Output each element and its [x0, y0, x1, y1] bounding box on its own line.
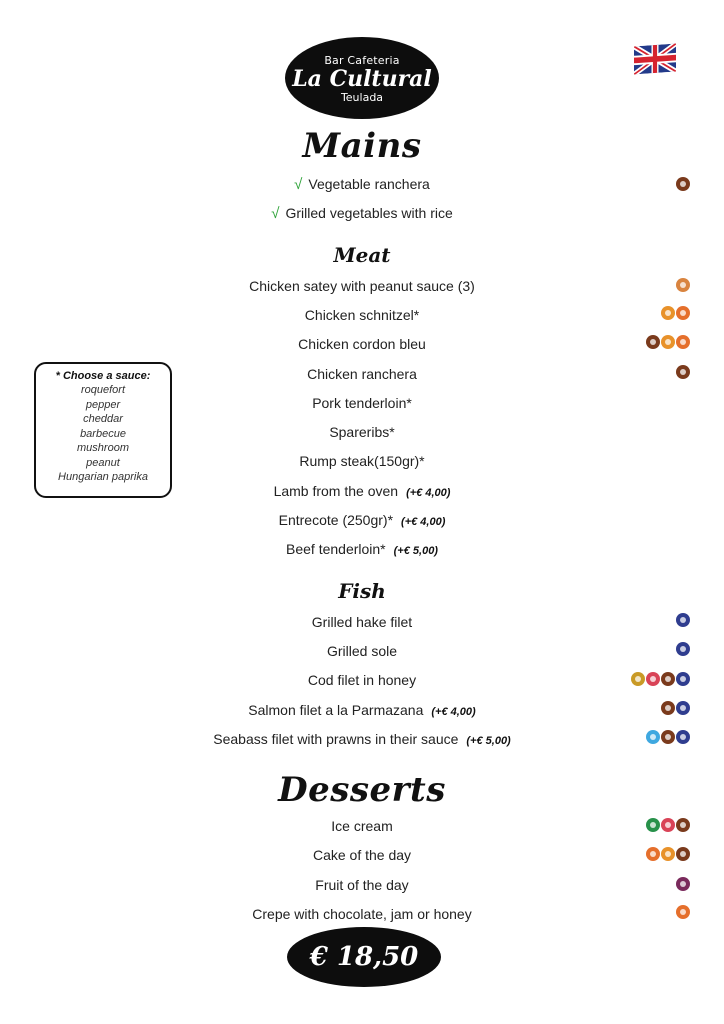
item-name: Grilled vegetables with rice [285, 205, 453, 221]
menu-item [0, 702, 724, 718]
logo-name: La Cultural [292, 66, 432, 92]
allergen-icons [646, 847, 690, 861]
item-name: Beef tenderloin* [286, 541, 386, 557]
milk-allergen-icon [661, 306, 675, 320]
fish-allergen-icon [676, 701, 690, 715]
soy-allergen-icon [646, 672, 660, 686]
egg-allergen-icon [646, 335, 660, 349]
sauce-option: mushroom [77, 442, 129, 454]
section-title-mains: Mains [302, 126, 422, 166]
menu-item [0, 731, 724, 747]
vegetarian-check-icon: √ [271, 205, 280, 222]
menu-item [0, 672, 724, 688]
item-name: Salmon filet a la Parmazana [248, 702, 424, 718]
menu-item [0, 541, 724, 557]
menu-item [0, 512, 724, 528]
menu-item [0, 278, 724, 294]
menu-item [0, 176, 724, 193]
supplement-price: (+€ 4,00) [406, 487, 451, 499]
uk-flag-icon[interactable] [634, 44, 676, 75]
item-name: Grilled hake filet [311, 614, 413, 630]
menu-price-badge: € 18,50 [287, 927, 441, 987]
item-name: Grilled sole [326, 643, 398, 659]
restaurant-logo [285, 37, 439, 119]
gluten-allergen-icon [676, 905, 690, 919]
allergen-icons [661, 701, 690, 715]
menu-item [0, 205, 724, 222]
menu-item [0, 336, 724, 352]
allergen-icons [646, 730, 690, 744]
item-name: Crepe with chocolate, jam or honey [252, 906, 472, 922]
item-name: Chicken cordon bleu [298, 336, 426, 352]
allergen-icons [676, 642, 690, 656]
item-name: Ice cream [331, 818, 393, 834]
allergen-icons [676, 905, 690, 919]
menu-item [0, 307, 724, 323]
item-name: Cake of the day [312, 847, 412, 863]
item-name: Chicken satey with peanut sauce (3) [249, 278, 475, 294]
sauce-option: roquefort [80, 384, 126, 396]
allergen-icons [676, 278, 690, 292]
menu-item [0, 906, 724, 922]
gluten-allergen-icon [646, 847, 660, 861]
supplement-price: (+€ 4,00) [431, 706, 476, 718]
menu-item [0, 818, 724, 834]
item-name: Lamb from the oven [273, 483, 399, 499]
allergen-icons [676, 365, 690, 379]
menu-item [0, 847, 724, 863]
egg-allergen-icon [676, 365, 690, 379]
menu-item [0, 614, 724, 630]
logo-location: Teulada [340, 91, 384, 104]
sauce-box-title: * Choose a sauce: [55, 370, 151, 382]
celery-allergen-icon [646, 818, 660, 832]
allergen-icons [646, 818, 690, 832]
fish-allergen-icon [676, 730, 690, 744]
item-name: Pork tenderloin* [312, 395, 412, 411]
crustacean-allergen-icon [646, 730, 660, 744]
item-name: Spareribs* [329, 424, 395, 440]
egg-allergen-icon [661, 701, 675, 715]
fish-allergen-icon [676, 672, 690, 686]
egg-allergen-icon [661, 672, 675, 686]
sauce-option: pepper [85, 398, 121, 411]
gluten-allergen-icon [676, 306, 690, 320]
item-name: Seabass filet with prawns in their sauce [213, 731, 459, 747]
egg-allergen-icon [661, 730, 675, 744]
allergen-icons [676, 177, 690, 191]
supplement-price: (+€ 5,00) [393, 545, 438, 557]
item-name: Vegetable ranchera [308, 176, 430, 192]
sulphite-allergen-icon [676, 877, 690, 891]
sauce-option: peanut [86, 456, 120, 469]
item-name: Cod filet in honey [307, 672, 417, 688]
section-title-desserts: Desserts [278, 770, 446, 810]
allergen-icons [676, 613, 690, 627]
milk-allergen-icon [661, 847, 675, 861]
fish-allergen-icon [676, 613, 690, 627]
item-name: Rump steak(150gr)* [299, 453, 425, 469]
vegetarian-check-icon: √ [294, 176, 303, 193]
menu-item [0, 877, 724, 893]
sauce-choice-box [34, 362, 172, 498]
allergen-icons [646, 335, 690, 349]
soy-allergen-icon [661, 818, 675, 832]
sauce-option: Hungarian paprika [58, 471, 148, 483]
item-name: Chicken ranchera [307, 366, 417, 382]
item-name: Chicken schnitzel* [304, 307, 420, 323]
gluten-allergen-icon [676, 335, 690, 349]
sauce-option: cheddar [83, 413, 123, 425]
menu-item [0, 643, 724, 659]
section-title-meat: Meat [333, 243, 391, 267]
allergen-icons [676, 877, 690, 891]
fish-allergen-icon [676, 642, 690, 656]
item-name: Entrecote (250gr)* [278, 512, 394, 528]
egg-allergen-icon [676, 818, 690, 832]
supplement-price: (+€ 4,00) [401, 516, 446, 528]
supplement-price: (+€ 5,00) [466, 735, 511, 747]
sauce-option: barbecue [80, 427, 126, 440]
logo-subtitle: Bar Cafeteria [324, 54, 400, 67]
allergen-icons [631, 672, 690, 686]
nuts-allergen-icon [676, 278, 690, 292]
mustard-allergen-icon [631, 672, 645, 686]
section-title-fish: Fish [338, 579, 386, 603]
milk-allergen-icon [661, 335, 675, 349]
egg-allergen-icon [676, 177, 690, 191]
allergen-icons [661, 306, 690, 320]
item-name: Fruit of the day [315, 877, 409, 893]
egg-allergen-icon [676, 847, 690, 861]
